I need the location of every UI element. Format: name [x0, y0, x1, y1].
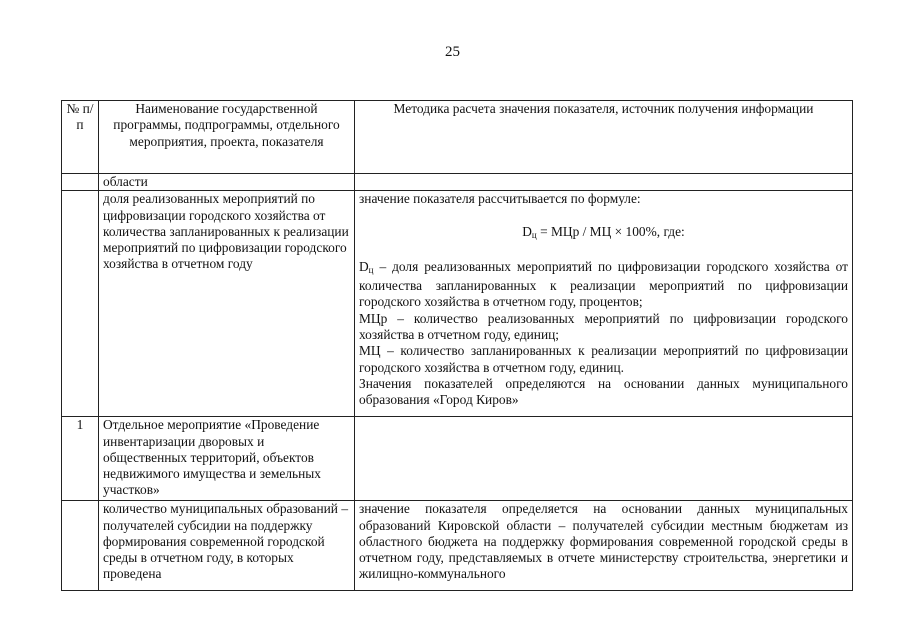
table-row: [62, 174, 853, 191]
row-num: [62, 191, 99, 417]
table-row: [62, 501, 853, 591]
header-method: Методика расчета значения показателя, источник получения информации: [355, 101, 853, 174]
row-name: области: [99, 174, 355, 191]
data-source: Значения показателей определяются на основании данных муниципального образования «Город Киров»: [359, 375, 848, 408]
header-num: № п/п: [62, 101, 99, 174]
row-name: доля реализованных мероприятий по цифровизации городского хозяйства от количества запланированных к реализации мероприятий по цифровизации городского хозяйства в отчетном году: [99, 191, 355, 417]
formula: $D_ц$ = МЦр / МЦ × 100%, где:: [522, 223, 685, 240]
table-row: [62, 191, 853, 417]
row-method: [355, 417, 853, 501]
row-name: Отдельное мероприятие «Проведение инвентаризации дворовых и общественных территорий, объектов недвижимого имущества и земельных участков»: [99, 417, 355, 501]
row-num: [62, 501, 99, 591]
row-name: количество муниципальных образований – получателей субсидии на поддержку формирования современной городской среды в отчетном году, в которых проведена: [99, 501, 355, 591]
row-method: значение показателя определяется на основании данных муниципальных образований Кировской области – получателей субсидии местным бюджетам из областного бюджета на поддержку формирования современной городской среды в отчетном году, представляемых в отчете министерству строительства, энергетики и жилищно-коммунального: [355, 501, 853, 591]
definition-dc: $D_ц$ – доля реализованных мероприятий по цифровизации городского хозяйства от количества запланированных к реализации мероприятий по цифровизации городского хозяйства в отчетном году, процентов;: [359, 258, 848, 310]
indicator-methodology-table: [61, 100, 853, 591]
table-row: [62, 417, 853, 501]
table-header-row: [62, 101, 853, 174]
method-intro: значение показателя рассчитывается по формуле:: [359, 191, 641, 207]
definition-mc: МЦ – количество запланированных к реализации мероприятий по цифровизации городского хозяйства в отчетном году, единиц.: [359, 343, 848, 375]
row-num: [62, 174, 99, 191]
row-method: [355, 191, 853, 417]
row-num: 1: [62, 417, 99, 501]
page-number: 25: [445, 44, 460, 60]
header-name: Наименование государственной программы, подпрограммы, отдельного мероприятия, проекта, показателя: [99, 101, 355, 174]
row-method: [355, 174, 853, 191]
definition-mcr: МЦр – количество реализованных мероприятий по цифровизации городского хозяйства в отчетном году, единиц;: [359, 310, 848, 343]
